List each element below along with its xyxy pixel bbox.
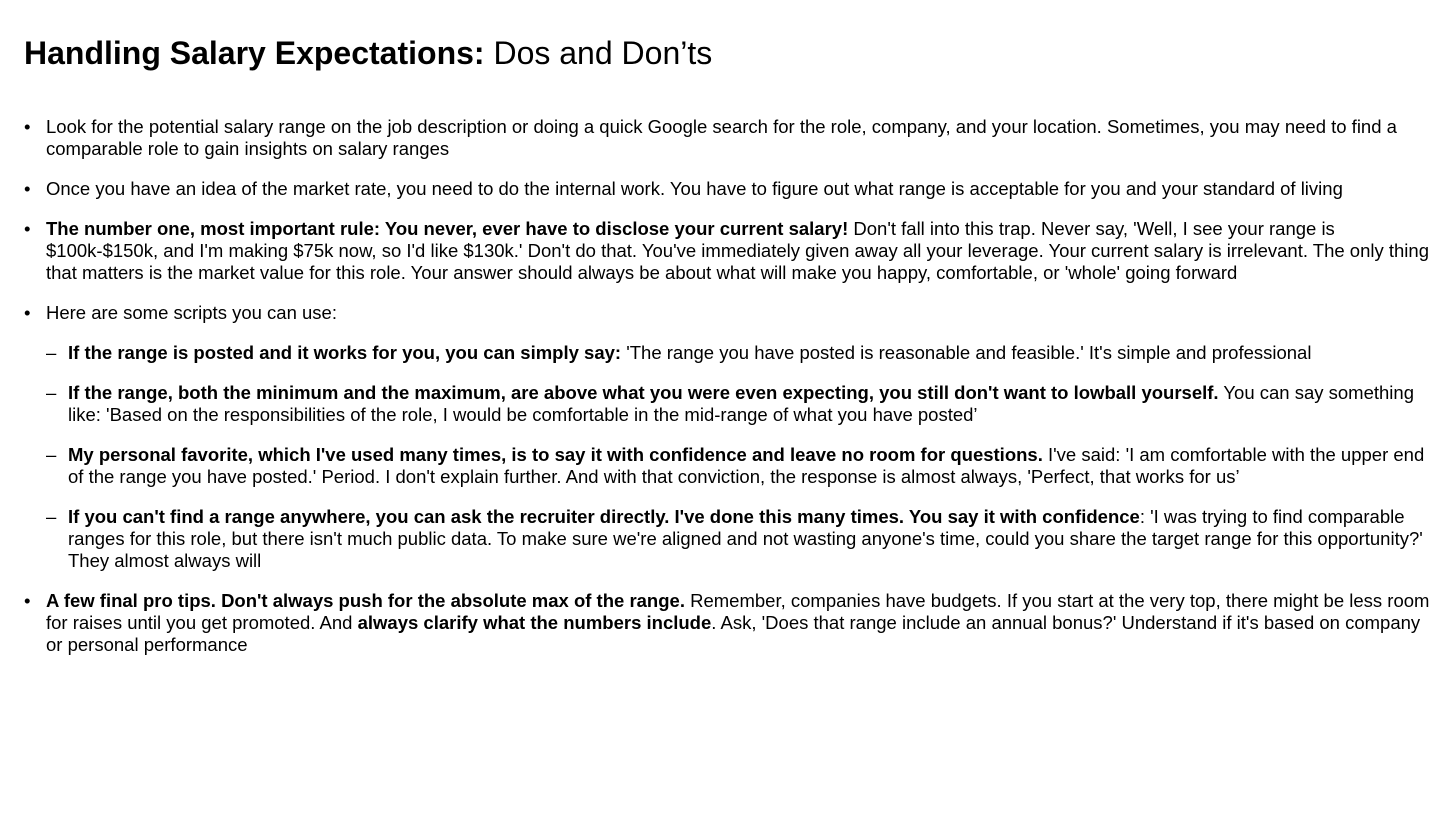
sub-item-bold-text: If you can't find a range anywhere, you can ask the recruiter directly. I've done this many times. You say it with confidence — [68, 506, 1140, 527]
sub-item-personal-favorite — [24, 444, 1434, 488]
sub-item-text: You can say something like: 'Based on the responsibilities of the role, I would be comfortable in the mid-range of what you have posted’ — [68, 382, 1414, 425]
bullet-item-salary-research — [24, 116, 1434, 160]
bullet-text: Don't fall into this trap. Never say, 'Well, I see your range is $100k-$150k, and I'm making $75k now, so I'd like $130k.' Don't do that. You've immediately given away all your leverage. Your current salary is irrelevant. The only thing that matters is the market value for this role. Your answer should always be about what will make you happy, comfortable, or 'whole' going forward — [46, 218, 1429, 283]
sub-item-bold-text: If the range is posted and it works for you, you can simply say: — [68, 342, 622, 363]
sub-item-bold-text: My personal favorite, which I've used many times, is to say it with confidence and leave no room for questions. — [68, 444, 1043, 465]
sub-item-ask-recruiter — [24, 506, 1434, 572]
bullet-item-most-important-rule — [24, 218, 1434, 284]
bullet-marker: • — [24, 302, 31, 323]
bullet-text-2: . Ask, 'Does that range include an annual bonus?' Understand if it's based on company or personal performance — [46, 612, 1421, 655]
bullet-bold-text: The number one, most important rule: You never, ever have to disclose your current salary! — [46, 218, 849, 239]
title-bold-part: Handling Salary Expectations: — [24, 35, 485, 71]
sub-item-text: 'The range you have posted is reasonable and feasible.' It's simple and professional — [621, 342, 1312, 363]
title-regular-part: Dos and Don’ts — [484, 35, 713, 71]
bullet-list — [24, 116, 1434, 674]
bullet-text: Once you have an idea of the market rate, you need to do the internal work. You have to figure out what range is acceptable for you and your standard of living — [46, 178, 1343, 199]
bullet-bold-text-2: always clarify what the numbers include — [357, 612, 712, 633]
sub-item-text: : 'I was trying to find comparable ranges for this role, but there isn't much public data. To make sure we're aligned and not wasting anyone's time, could you share the target range for this opportunity?' They almost always will — [68, 506, 1423, 571]
slide-title — [24, 33, 712, 73]
dash-marker: – — [46, 506, 57, 527]
bullet-marker: • — [24, 116, 31, 137]
dash-marker: – — [46, 444, 57, 465]
bullet-text: Here are some scripts you can use: — [46, 302, 337, 323]
bullet-marker: • — [24, 218, 31, 239]
bullet-text: Look for the potential salary range on the job description or doing a quick Google search for the role, company, and your location. Sometimes, you may need to find a comparable role to gain insights on salary ranges — [46, 116, 1397, 159]
sub-item-bold-text: If the range, both the minimum and the maximum, are above what you were even expecting, you still don't want to lowball yourself. — [68, 382, 1219, 403]
dash-marker: – — [46, 382, 57, 403]
bullet-item-final-pro-tips — [24, 590, 1434, 656]
bullet-item-internal-work — [24, 178, 1434, 200]
bullet-text: Remember, companies have budgets. If you start at the very top, there might be less room for raises until you get promoted. And — [46, 590, 1430, 633]
sub-item-range-posted — [24, 342, 1434, 364]
bullet-item-scripts-intro — [24, 302, 1434, 324]
bullet-bold-text: A few final pro tips. Don't always push for the absolute max of the range. — [46, 590, 685, 611]
bullet-marker: • — [24, 178, 31, 199]
bullet-marker: • — [24, 590, 31, 611]
sub-item-range-above-expectation — [24, 382, 1434, 426]
sub-item-text: I've said: 'I am comfortable with the upper end of the range you have posted.' Period. I don't explain further. And with that conviction, the response is almost always, 'Perfect, that works for us’ — [68, 444, 1425, 487]
dash-marker: – — [46, 342, 57, 363]
